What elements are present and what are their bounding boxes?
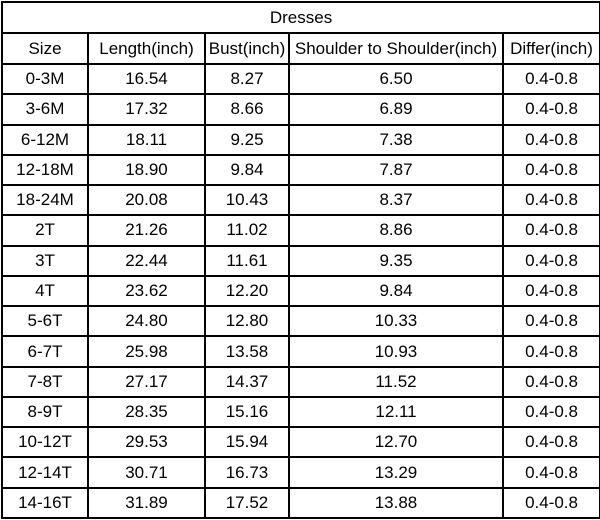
cell-length: 21.26 <box>88 215 205 245</box>
table-row <box>2 155 600 185</box>
cell-shoulder: 12.70 <box>289 427 503 457</box>
cell-length: 28.35 <box>88 397 205 427</box>
cell-bust: 11.61 <box>205 246 289 276</box>
cell-shoulder: 8.86 <box>289 215 503 245</box>
cell-differ: 0.4-0.8 <box>503 488 600 518</box>
cell-differ: 0.4-0.8 <box>503 367 600 397</box>
cell-shoulder: 11.52 <box>289 367 503 397</box>
cell-bust: 9.25 <box>205 125 289 155</box>
cell-size: 4T <box>2 276 88 306</box>
table-row <box>2 367 600 397</box>
table-row <box>2 427 600 457</box>
table-row <box>2 457 600 487</box>
cell-size: 6-12M <box>2 125 88 155</box>
cell-length: 30.71 <box>88 457 205 487</box>
cell-bust: 10.43 <box>205 185 289 215</box>
header-differ: Differ(inch) <box>503 33 600 64</box>
header-bust: Bust(inch) <box>205 33 289 64</box>
cell-differ: 0.4-0.8 <box>503 125 600 155</box>
cell-length: 23.62 <box>88 276 205 306</box>
cell-bust: 17.52 <box>205 488 289 518</box>
cell-bust: 8.27 <box>205 64 289 94</box>
cell-size: 2T <box>2 215 88 245</box>
cell-differ: 0.4-0.8 <box>503 64 600 94</box>
table-row <box>2 185 600 215</box>
cell-bust: 9.84 <box>205 155 289 185</box>
cell-size: 0-3M <box>2 64 88 94</box>
table-row <box>2 64 600 94</box>
table-row <box>2 215 600 245</box>
table-row <box>2 246 600 276</box>
cell-length: 16.54 <box>88 64 205 94</box>
table-row <box>2 306 600 336</box>
size-chart-table <box>1 1 600 519</box>
cell-bust: 15.16 <box>205 397 289 427</box>
cell-differ: 0.4-0.8 <box>503 185 600 215</box>
cell-size: 3-6M <box>2 94 88 124</box>
cell-differ: 0.4-0.8 <box>503 94 600 124</box>
table-row <box>2 488 600 518</box>
cell-shoulder: 13.88 <box>289 488 503 518</box>
table-row <box>2 397 600 427</box>
table-title: Dresses <box>2 2 600 33</box>
table-row <box>2 94 600 124</box>
cell-differ: 0.4-0.8 <box>503 427 600 457</box>
cell-length: 24.80 <box>88 306 205 336</box>
cell-size: 10-12T <box>2 427 88 457</box>
cell-shoulder: 7.38 <box>289 125 503 155</box>
cell-size: 7-8T <box>2 367 88 397</box>
cell-bust: 16.73 <box>205 457 289 487</box>
cell-shoulder: 10.93 <box>289 336 503 366</box>
cell-length: 18.11 <box>88 125 205 155</box>
cell-shoulder: 6.89 <box>289 94 503 124</box>
cell-length: 27.17 <box>88 367 205 397</box>
header-length: Length(inch) <box>88 33 205 64</box>
cell-differ: 0.4-0.8 <box>503 306 600 336</box>
header-size: Size <box>2 33 88 64</box>
cell-bust: 8.66 <box>205 94 289 124</box>
cell-bust: 12.20 <box>205 276 289 306</box>
cell-differ: 0.4-0.8 <box>503 246 600 276</box>
cell-length: 29.53 <box>88 427 205 457</box>
cell-length: 25.98 <box>88 336 205 366</box>
cell-bust: 13.58 <box>205 336 289 366</box>
cell-length: 22.44 <box>88 246 205 276</box>
title-row <box>2 2 600 33</box>
table-row <box>2 276 600 306</box>
cell-shoulder: 7.87 <box>289 155 503 185</box>
cell-differ: 0.4-0.8 <box>503 397 600 427</box>
cell-size: 8-9T <box>2 397 88 427</box>
cell-bust: 11.02 <box>205 215 289 245</box>
cell-differ: 0.4-0.8 <box>503 457 600 487</box>
cell-shoulder: 12.11 <box>289 397 503 427</box>
cell-differ: 0.4-0.8 <box>503 215 600 245</box>
cell-bust: 14.37 <box>205 367 289 397</box>
cell-size: 12-18M <box>2 155 88 185</box>
cell-differ: 0.4-0.8 <box>503 155 600 185</box>
cell-size: 3T <box>2 246 88 276</box>
cell-size: 12-14T <box>2 457 88 487</box>
cell-length: 31.89 <box>88 488 205 518</box>
cell-size: 5-6T <box>2 306 88 336</box>
cell-bust: 15.94 <box>205 427 289 457</box>
cell-shoulder: 9.35 <box>289 246 503 276</box>
cell-differ: 0.4-0.8 <box>503 276 600 306</box>
cell-size: 6-7T <box>2 336 88 366</box>
table-body <box>2 64 600 518</box>
cell-differ: 0.4-0.8 <box>503 336 600 366</box>
table-row <box>2 125 600 155</box>
cell-shoulder: 13.29 <box>289 457 503 487</box>
cell-size: 14-16T <box>2 488 88 518</box>
cell-length: 20.08 <box>88 185 205 215</box>
cell-length: 17.32 <box>88 94 205 124</box>
table-row <box>2 336 600 366</box>
cell-bust: 12.80 <box>205 306 289 336</box>
cell-shoulder: 9.84 <box>289 276 503 306</box>
cell-shoulder: 6.50 <box>289 64 503 94</box>
header-shoulder: Shoulder to Shoulder(inch) <box>289 33 503 64</box>
cell-shoulder: 8.37 <box>289 185 503 215</box>
cell-shoulder: 10.33 <box>289 306 503 336</box>
header-row <box>2 33 600 64</box>
cell-length: 18.90 <box>88 155 205 185</box>
cell-size: 18-24M <box>2 185 88 215</box>
